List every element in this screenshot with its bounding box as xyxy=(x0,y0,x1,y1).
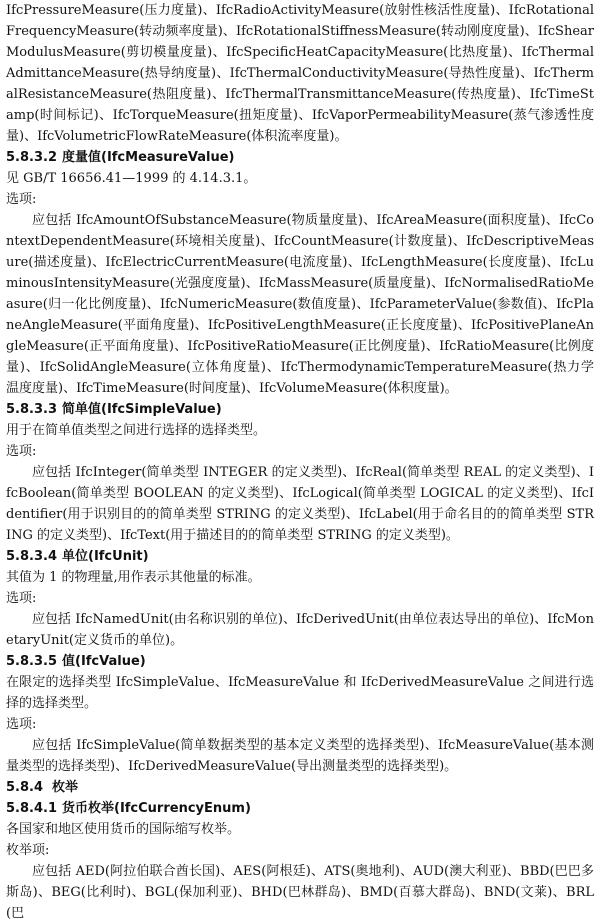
section-heading-5-8-3-2 xyxy=(6,147,594,168)
section-heading-5-8-3-5 xyxy=(6,651,594,672)
options-label: 选项: xyxy=(6,192,37,207)
section-number: 5.8.3.5 xyxy=(6,654,57,669)
description-text: 其值为 1 的物理量,用作表示其他量的标准。 xyxy=(6,570,261,585)
document-page xyxy=(6,0,594,924)
section-title: 货币枚举(IfcCurrencyEnum) xyxy=(62,801,251,816)
section-heading-5-8-3-4 xyxy=(6,546,594,567)
options-paragraph: 应包括 IfcInteger(简单类型 INTEGER 的定义类型)、IfcReal(简单类型 REAL 的定义类型)、IfcBoolean(简单类型 BOOLEAN 的定义类型)、IfcLogical(简单类型 LOGICAL 的定义类型)、IfcIdentifier(用于识别目的的简单类型 STRING 的定义类型)、IfcLabel(用于命名目的的简单类型 STRING 的定义类型)、IfcText(用于描述目的的简单类型 STRING 的定义类型)。 xyxy=(6,465,594,543)
section-number: 5.8.4.1 xyxy=(6,801,57,816)
section-number: 5.8.3.2 xyxy=(6,150,57,165)
options-label: 选项: xyxy=(6,717,37,732)
section-number: 5.8.4 xyxy=(6,780,44,795)
section-heading-5-8-3-3 xyxy=(6,399,594,420)
enumeration-paragraph: 应包括 AED(阿拉伯联合酋长国)、AES(阿根廷)、ATS(奥地利)、AUD(澳大利亚)、BBD(巴巴多斯岛)、BEG(比利时)、BGL(保加利亚)、BHD(巴林群岛)、BMD(百慕大群岛)、BND(文莱)、BRL(巴 xyxy=(6,864,594,921)
section-heading-5-8-4-1 xyxy=(6,798,594,819)
section-number: 5.8.3.4 xyxy=(6,549,57,564)
section-number: 5.8.3.3 xyxy=(6,402,57,417)
options-paragraph: 应包括 IfcNamedUnit(由名称识别的单位)、IfcDerivedUnit(由单位表达导出的单位)、IfcMonetaryUnit(定义货币的单位)。 xyxy=(6,612,594,648)
reference-text: 见 GB/T 16656.41—1999 的 4.14.3.1。 xyxy=(6,171,257,186)
section-title: 简单值(IfcSimpleValue) xyxy=(62,402,222,417)
description-text: 各国家和地区使用货币的国际缩写枚举。 xyxy=(6,822,241,837)
options-label: 选项: xyxy=(6,444,37,459)
enumeration-label: 枚举项: xyxy=(6,843,50,858)
description-text: 在限定的选择类型 IfcSimpleValue、IfcMeasureValue 和 IfcDerivedMeasureValue 之间进行选择的选择类型。 xyxy=(6,675,594,711)
section-title: 值(IfcValue) xyxy=(62,654,146,669)
options-paragraph: 应包括 IfcSimpleValue(简单数据类型的基本定义类型的选择类型)、IfcMeasureValue(基本测量类型的选择类型)、IfcDerivedMeasureValue(导出测量类型的选择类型)。 xyxy=(6,738,594,774)
options-paragraph: 应包括 IfcAmountOfSubstanceMeasure(物质量度量)、IfcAreaMeasure(面积度量)、IfcContextDependentMeasure(环境相关度量)、IfcCountMeasure(计数度量)、IfcDescriptiveMeasure(描述度量)、IfcElectricCurrentMeasure(电流度量)、IfcLengthMeasure(长度度量)、IfcLuminousIntensityMeasure(光强度度量)、IfcMassMeasure(质量度量)、IfcNormalisedRatioMeasure(归一化比例度量)、IfcNumericMeasure(数值度量)、IfcParameterValue(参数值)、IfcPlaneAngleMeasure(平面角度量)、IfcPositiveLengthMeasure(正长度度量)、IfcPositivePlaneAngleMeasure(正平面角度量)、IfcPositiveRatioMeasure(正比例度量)、IfcRatioMeasure(比例度量)、IfcSolidAngleMeasure(立体角度量)、IfcThermodynamicTemperatureMeasure(热力学温度度量)、IfcTimeMeasure(时间度量)、IfcVolumeMeasure(体积度量)。 xyxy=(6,213,594,396)
section-title: 单位(IfcUnit) xyxy=(62,549,149,564)
section-title: 枚举 xyxy=(52,780,79,795)
section-heading-5-8-4 xyxy=(6,777,594,798)
intro-paragraph: IfcPressureMeasure(压力度量)、IfcRadioActivityMeasure(放射性核活性度量)、IfcRotationalFrequencyMeasure(转动频率度量)、IfcRotationalStiffnessMeasure(转动刚度度量)、IfcShearModulusMeasure(剪切模量度量)、IfcSpecificHeatCapacityMeasure(比热度量)、IfcThermalAdmittanceMeasure(热导纳度量)、IfcThermalConductivityMeasure(导热性度量)、IfcThermalResistanceMeasure(热阻度量)、IfcThermalTransmittanceMeasure(传热度量)、IfcTimeStamp(时间标记)、IfcTorqueMeasure(扭矩度量)、IfcVaporPermeabilityMeasure(蒸气渗透性度量)、IfcVolumetricFlowRateMeasure(体积流率度量)。 xyxy=(6,3,594,144)
description-text: 用于在简单值类型之间进行选择的选择类型。 xyxy=(6,423,267,438)
options-label: 选项: xyxy=(6,591,37,606)
section-title: 度量值(IfcMeasureValue) xyxy=(62,150,235,165)
